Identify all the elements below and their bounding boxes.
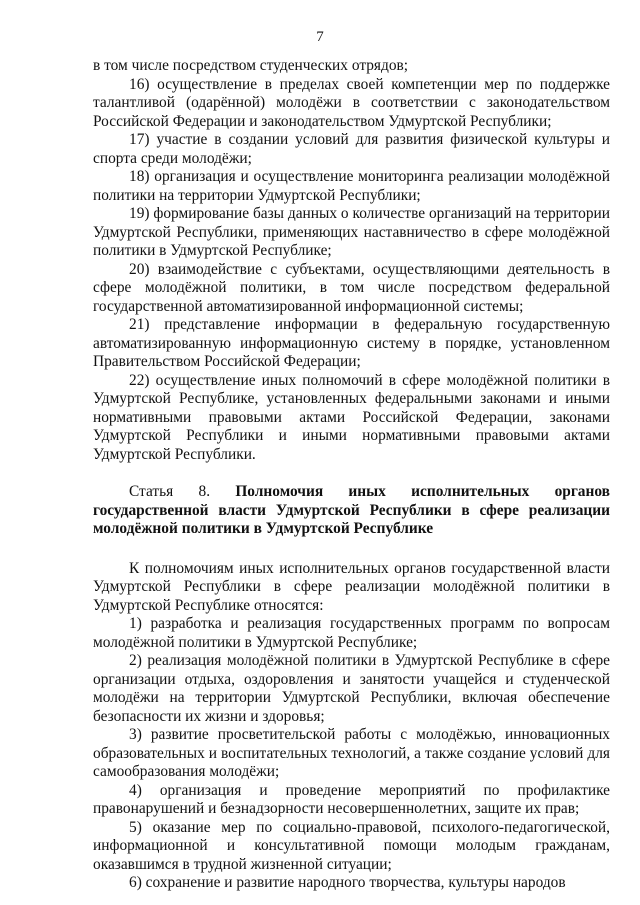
article-heading [93,483,610,539]
article-title: Полномочия иных исполнительных органов государственной власти Удмуртской Республики в сфере реализации молодёжной политики в Удмуртской Республике [93,483,610,537]
list-item-1: 1) разработка и реализация государственных программ по вопросам молодёжной политики в Удмуртской Республике; [93,615,610,651]
list-item-16: 16) осуществление в пределах своей компетенции мер по поддержке талантливой (одарённой) молодёжи в соответствии с законодательством Российской Федерации и законодательством Удмуртской Республики; [93,75,610,130]
list-item-20: 20) взаимодействие с субъектами, осуществляющими деятельность в сфере молодёжной политики, в том числе посредством федеральной государственной автоматизированной информационной системы; [93,260,610,315]
paragraph-continuation: в том числе посредством студенческих отрядов; [93,57,409,74]
list-item-6: 6) сохранение и развитие народного творчества, культуры народов [129,874,566,891]
list-item-19: 19) формирование базы данных о количестве организаций на территории Удмуртской Республики, применяющих наставничество в сфере молодёжной политики в Удмуртской Республике; [93,205,610,259]
list-item-17: 17) участие в создании условий для развития физической культуры и спорта среди молодёжи; [93,131,610,167]
list-item-22: 22) осуществление иных полномочий в сфере молодёжной политики в Удмуртской Республике, установленных федеральными законами и иными нормативными правовыми актами Российской Федерации, законами Удмуртской Республики и иными нормативными правовыми актами Удмуртской Республики. [93,371,610,463]
page-number: 7 [316,29,324,45]
article-label: Статья 8. [129,483,211,500]
list-item-3: 3) развитие просветительской работы с молодёжью, инновационных образовательных и воспитательных технологий, а также создание условий для самообразования молодёжи; [93,726,610,780]
intro-paragraph: К полномочиям иных исполнительных органов государственной власти Удмуртской Республики в сфере реализации молодёжной политики в Удмуртской Республике относятся: [93,559,610,614]
list-item-2: 2) реализация молодёжной политики в Удмуртской Республике в сфере организации отдыха, оздоровления и занятости учащейся и студенческой молодёжи на территории Удмуртской Республики, включая обеспечение безопасности их жизни и здоровья; [93,652,610,725]
list-item-21: 21) представление информации в федеральную государственную автоматизированную информационную систему в порядке, установленном Правительством Российской Федерации; [93,316,610,370]
list-item-4: 4) организация и проведение мероприятий по профилактике правонарушений и безнадзорности несовершеннолетних, защите их прав; [93,781,610,817]
list-item-18: 18) организация и осуществление мониторинга реализации молодёжной политики на территории Удмуртской Республики; [93,168,610,204]
list-item-5: 5) оказание мер по социально-правовой, психолого-педагогической, информационной и консультативной помощи молодым гражданам, оказавшимся в трудной жизненной ситуации; [93,818,610,873]
document-body [93,57,610,893]
